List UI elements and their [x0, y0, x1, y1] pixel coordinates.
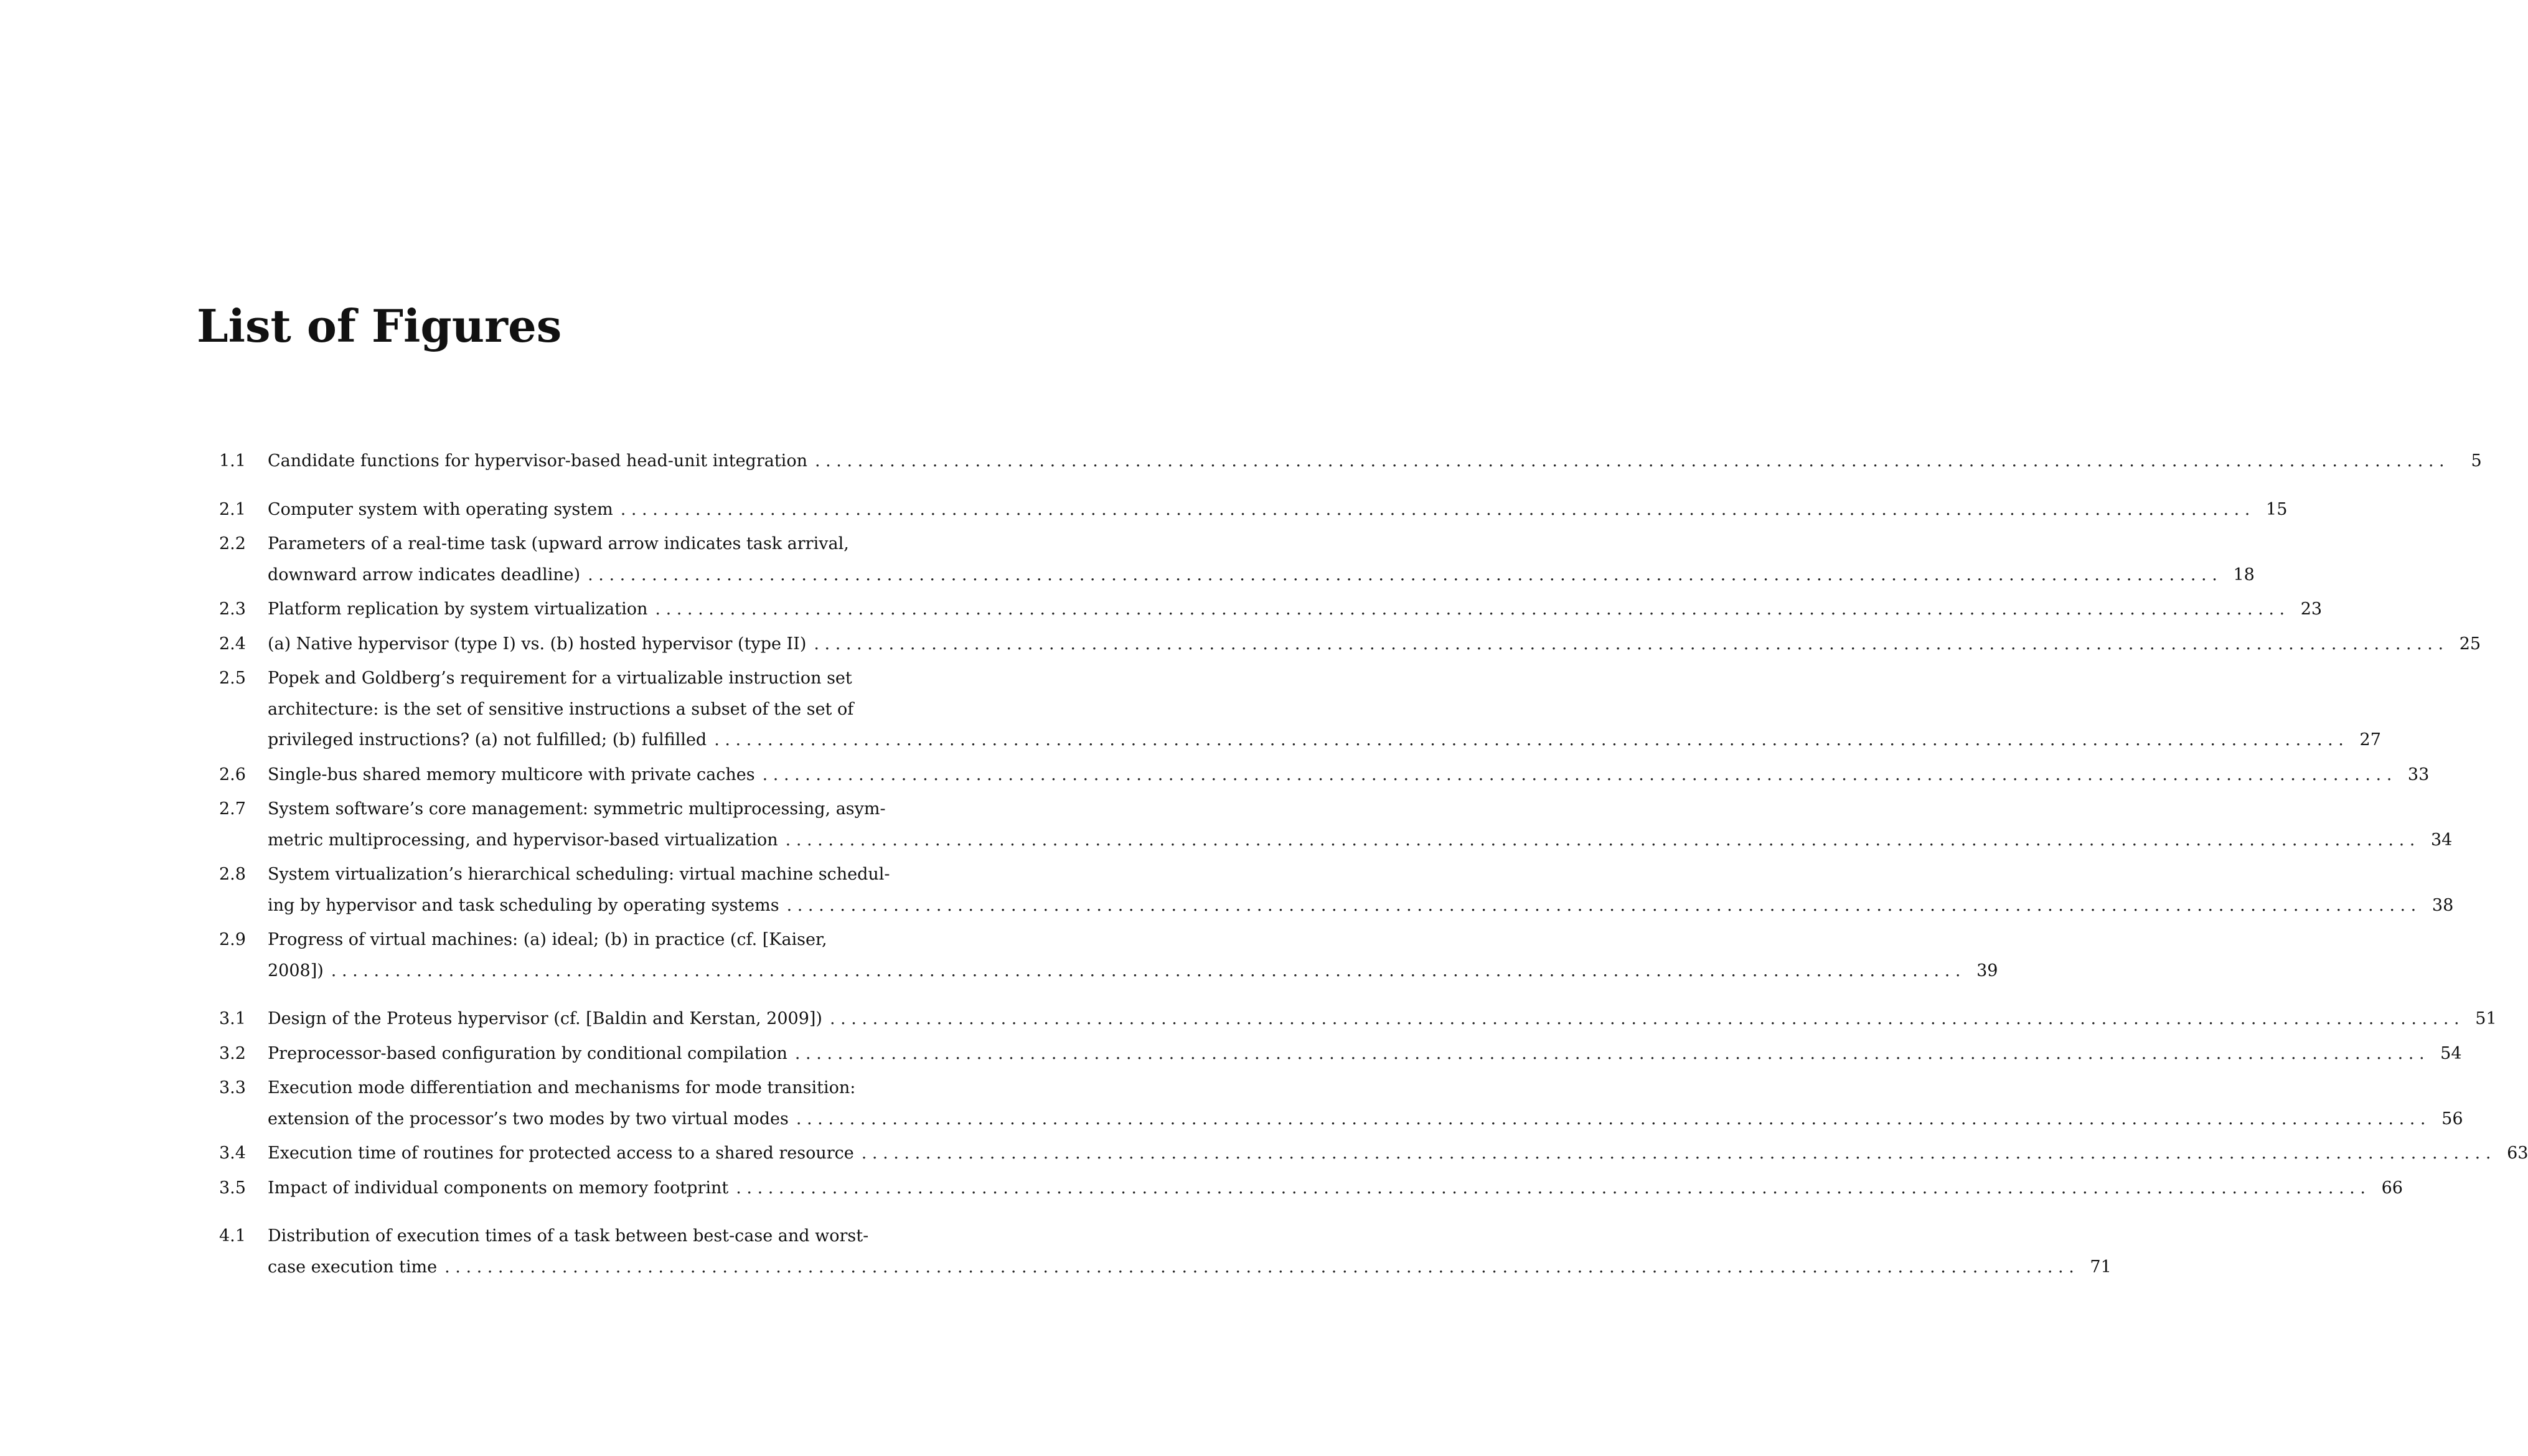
- figure-number: 3.4: [219, 1144, 246, 1163]
- dot-leader: [854, 1138, 2491, 1169]
- caption-line: Design of the Proteus hypervisor (cf. [Baldin and Kerstan, 2009]): [268, 1009, 822, 1028]
- caption-line: (a) Native hypervisor (type I) vs. (b) hosted hypervisor (type II): [268, 634, 807, 654]
- caption-line: Execution mode differentiation and mechanisms for mode transition:: [268, 1078, 856, 1097]
- figure-entry[interactable]: [219, 924, 1998, 986]
- figure-entry[interactable]: [219, 1038, 2462, 1069]
- figure-number: 2.1: [219, 499, 246, 519]
- caption-last-line: [268, 1038, 2462, 1069]
- dot-leader: [728, 1173, 2366, 1204]
- figure-number: 3.2: [219, 1043, 246, 1063]
- chapter-group: [219, 494, 2481, 987]
- figure-caption: [268, 1138, 2528, 1169]
- caption-last-line: [268, 494, 2287, 525]
- figure-caption: [268, 629, 2481, 660]
- figure-number: 2.4: [219, 634, 246, 654]
- caption-line: Execution time of routines for protected access to a shared resource: [268, 1144, 854, 1163]
- figure-caption: [268, 924, 1998, 986]
- figure-entry[interactable]: [219, 629, 2481, 660]
- caption-line: Progress of virtual machines: (a) ideal; (b) in practice (cf. [Kaiser,: [268, 930, 827, 949]
- caption-line: Parameters of a real-time task (upward arrow indicates task arrival,: [268, 534, 849, 553]
- caption-line: Candidate functions for hypervisor-based head-unit integration: [268, 451, 807, 471]
- caption-line: Platform replication by system virtualization: [268, 599, 648, 619]
- page-number[interactable]: 63: [2507, 1144, 2528, 1163]
- caption-line: 2008]): [268, 960, 324, 980]
- page-number[interactable]: 54: [2440, 1043, 2462, 1063]
- figure-number: 2.3: [219, 599, 246, 619]
- figure-caption: [268, 1073, 2463, 1134]
- figure-entry[interactable]: [219, 759, 2430, 791]
- caption-last-line: [268, 1003, 2497, 1035]
- page-number[interactable]: 15: [2266, 499, 2288, 519]
- page-number[interactable]: 71: [2090, 1257, 2112, 1277]
- caption-line: architecture: is the set of sensitive instructions a subset of the set of: [268, 699, 854, 719]
- figure-number: 2.9: [219, 930, 246, 949]
- page-number[interactable]: 38: [2432, 895, 2454, 915]
- figure-number: 2.2: [219, 534, 246, 553]
- page-number[interactable]: 5: [2471, 451, 2482, 471]
- caption-line: metric multiprocessing, and hypervisor-based virtualization: [268, 830, 778, 850]
- caption-last-line: [268, 825, 2452, 856]
- figure-caption: [268, 1003, 2497, 1035]
- page-number[interactable]: 66: [2381, 1178, 2403, 1198]
- dot-leader: [707, 725, 2344, 756]
- caption-last-line: [268, 1104, 2463, 1135]
- page-number[interactable]: 34: [2430, 830, 2453, 850]
- caption-last-line: [268, 1173, 2403, 1204]
- caption-line: Preprocessor-based configuration by conditional compilation: [268, 1043, 787, 1063]
- figure-entry[interactable]: [219, 859, 2454, 921]
- figure-caption: [268, 446, 2482, 477]
- caption-last-line: [268, 759, 2429, 791]
- figure-number: 3.5: [219, 1178, 246, 1198]
- caption-line: extension of the processor’s two modes by two virtual modes: [268, 1109, 789, 1129]
- page-number[interactable]: 33: [2407, 764, 2430, 784]
- dot-leader: [755, 759, 2392, 791]
- chapter-group: [219, 1221, 2112, 1282]
- caption-line: Distribution of execution times of a task between best-case and worst-: [268, 1226, 869, 1246]
- dot-leader: [806, 629, 2443, 660]
- dot-leader: [437, 1252, 2074, 1283]
- figure-caption: [268, 1038, 2462, 1069]
- figure-caption: [268, 1173, 2403, 1204]
- caption-last-line: [268, 725, 2381, 756]
- caption-line: Impact of individual components on memory footprint: [268, 1178, 729, 1198]
- figure-caption: [268, 594, 2322, 625]
- chapter-group: [219, 1003, 2528, 1203]
- figure-number: 2.5: [219, 669, 246, 688]
- dot-leader: [613, 494, 2250, 525]
- figure-caption: [268, 794, 2452, 855]
- caption-last-line: [268, 560, 2255, 591]
- caption-last-line: [268, 1252, 2112, 1283]
- page-number[interactable]: 51: [2475, 1009, 2497, 1028]
- dot-leader: [807, 446, 2445, 477]
- figure-entry[interactable]: [219, 794, 2453, 855]
- figure-entry[interactable]: [219, 1173, 2403, 1204]
- page-number[interactable]: 25: [2459, 634, 2481, 654]
- caption-line: System virtualization’s hierarchical scheduling: virtual machine schedul-: [268, 865, 890, 884]
- figure-entry[interactable]: [219, 528, 2255, 590]
- figure-entry[interactable]: [219, 446, 2482, 477]
- figure-entry[interactable]: [219, 1003, 2497, 1035]
- figure-entry[interactable]: [219, 1138, 2528, 1169]
- dot-leader: [580, 560, 2217, 591]
- page-number[interactable]: 23: [2300, 599, 2323, 619]
- list-of-figures: [219, 446, 2528, 1300]
- chapter-group: [219, 446, 2482, 477]
- figure-entry[interactable]: [219, 494, 2288, 525]
- figure-caption: [268, 528, 2255, 590]
- figure-number: 4.1: [219, 1226, 246, 1246]
- caption-line: Computer system with operating system: [268, 499, 613, 519]
- figure-caption: [268, 663, 2381, 756]
- figure-number: 2.8: [219, 865, 246, 884]
- figure-caption: [268, 494, 2287, 525]
- caption-last-line: [268, 1138, 2528, 1169]
- figure-entry[interactable]: [219, 594, 2323, 625]
- caption-line: privileged instructions? (a) not fulfilled; (b) fulfilled: [268, 730, 707, 749]
- page-number[interactable]: 39: [1976, 960, 1998, 980]
- caption-last-line: [268, 956, 1998, 987]
- page-number[interactable]: 56: [2441, 1109, 2463, 1129]
- dot-leader: [787, 1038, 2425, 1069]
- figure-caption: [268, 759, 2429, 791]
- dot-leader: [647, 594, 2285, 625]
- dot-leader: [324, 956, 1961, 987]
- figure-number: 2.7: [219, 799, 246, 819]
- figure-entry[interactable]: [219, 1221, 2112, 1282]
- figure-entry[interactable]: [219, 663, 2381, 756]
- figure-number: 1.1: [219, 451, 246, 471]
- caption-line: downward arrow indicates deadline): [268, 565, 581, 585]
- figure-caption: [268, 859, 2453, 921]
- page-number[interactable]: 27: [2359, 730, 2381, 749]
- dot-leader: [789, 1104, 2426, 1135]
- page-number[interactable]: 18: [2233, 565, 2255, 585]
- figure-number: 3.3: [219, 1078, 246, 1097]
- caption-line: Single-bus shared memory multicore with private caches: [268, 764, 755, 784]
- caption-line: ing by hypervisor and task scheduling by operating systems: [268, 895, 779, 915]
- figure-entry[interactable]: [219, 1073, 2463, 1134]
- caption-last-line: [268, 890, 2453, 921]
- caption-last-line: [268, 446, 2482, 477]
- dot-leader: [779, 890, 2417, 921]
- caption-last-line: [268, 629, 2481, 660]
- caption-last-line: [268, 594, 2322, 625]
- caption-line: case execution time: [268, 1257, 438, 1277]
- figure-caption: [268, 1221, 2112, 1282]
- caption-line: System software’s core management: symmetric multiprocessing, asym-: [268, 799, 886, 819]
- figure-number: 2.6: [219, 764, 246, 784]
- dot-leader: [778, 825, 2415, 856]
- dot-leader: [822, 1003, 2460, 1035]
- figure-number: 3.1: [219, 1009, 246, 1028]
- caption-line: Popek and Goldberg’s requirement for a virtualizable instruction set: [268, 669, 852, 688]
- page-title: List of Figures: [197, 299, 562, 352]
